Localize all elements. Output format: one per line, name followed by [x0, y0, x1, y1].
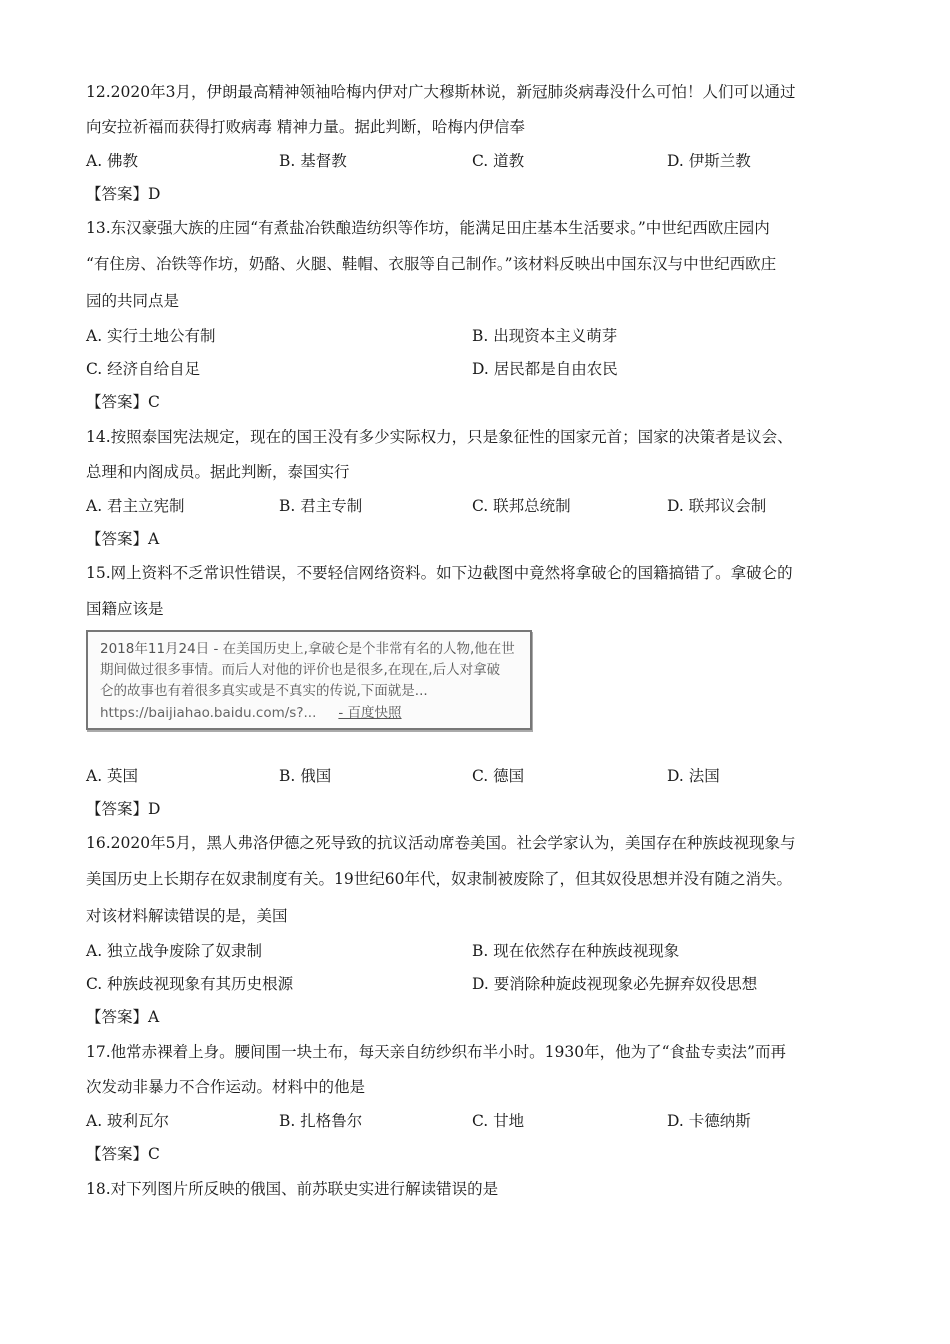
- q12-answer: 【答案】D: [86, 185, 161, 203]
- q15-stem-line2: 国籍应该是: [86, 600, 164, 618]
- q16-option-d: D. 要消除种旋歧视现象必先摒弃奴役思想: [472, 975, 758, 993]
- q13-option-c: C. 经济自给自足: [86, 360, 201, 378]
- q16-stem-line3: 对该材料解读错误的是，美国: [86, 907, 288, 925]
- q18-stem-line1: 18.对下列图片所反映的俄国、前苏联史实进行解读错误的是: [86, 1180, 499, 1198]
- q14-option-b: B. 君主专制: [279, 497, 363, 515]
- q17-answer: 【答案】C: [86, 1145, 160, 1163]
- screenshot-text-line1: 2018年11月24日 - 在美国历史上,拿破仑是个非常有名的人物,他在世: [100, 641, 515, 657]
- q16-option-b: B. 现在依然存在种族歧视现象: [472, 942, 680, 960]
- q13-stem-line3: 园的共同点是: [86, 292, 180, 310]
- q17-option-b: B. 扎格鲁尔: [279, 1112, 363, 1130]
- screenshot-url-row: [100, 704, 402, 722]
- q13-option-b: B. 出现资本主义萌芽: [472, 327, 618, 345]
- screenshot-text-line3: 仑的故事也有着很多真实或是不真实的传说,下面就是...: [100, 683, 428, 699]
- q13-answer: 【答案】C: [86, 393, 160, 411]
- q14-option-a: A. 君主立宪制: [86, 497, 185, 515]
- q17-stem-line1: 17.他常赤裸着上身。腰间围一块土布，每天亲自纺纱织布半小时。1930年，他为了“食盐专卖法”而再: [86, 1043, 786, 1061]
- q16-answer: 【答案】A: [86, 1008, 160, 1026]
- q12-option-b: B. 基督教: [279, 152, 347, 170]
- q12-stem-line1: 12.2020年3月，伊朗最高精神领袖哈梅内伊对广大穆斯林说，新冠肺炎病毒没什么可怕！人们可以通过: [86, 83, 796, 101]
- q15-stem-line1: 15.网上资料不乏常识性错误，不要轻信网络资料。如下边截图中竟然将拿破仑的国籍搞错了。拿破仑的: [86, 564, 793, 582]
- screenshot-url: https://baijiahao.baidu.com/s?...: [100, 705, 317, 721]
- q13-option-d: D. 居民都是自由农民: [472, 360, 618, 378]
- screenshot-text-line2: 期间做过很多事情。而后人对他的评价也是很多,在现在,后人对拿破: [100, 662, 501, 678]
- q16-stem-line1: 16.2020年5月，黑人弗洛伊德之死导致的抗议活动席卷美国。社会学家认为，美国存在种族歧视现象与: [86, 834, 796, 852]
- search-result-screenshot: [86, 630, 532, 730]
- q14-option-c: C. 联邦总统制: [472, 497, 571, 515]
- q14-stem-line1: 14.按照泰国宪法规定，现在的国王没有多少实际权力，只是象征性的国家元首；国家的决策者是议会、: [86, 428, 793, 446]
- q14-option-d: D. 联邦议会制: [667, 497, 767, 515]
- q17-option-a: A. 玻利瓦尔: [86, 1112, 170, 1130]
- q15-answer: 【答案】D: [86, 800, 161, 818]
- baidu-snapshot-link: - 百度快照: [338, 705, 402, 721]
- q15-option-a: A. 英国: [86, 767, 139, 785]
- q14-answer: 【答案】A: [86, 530, 160, 548]
- q17-option-d: D. 卡德纳斯: [667, 1112, 751, 1130]
- q16-stem-line2: 美国历史上长期存在奴隶制度有关。19世纪60年代，奴隶制被废除了，但其奴役思想并没有随之消失。: [86, 870, 792, 888]
- q12-stem-line2: 向安拉祈福而获得打败病毒 精神力量。据此判断，哈梅内伊信奉: [86, 118, 525, 136]
- q15-option-c: C. 德国: [472, 767, 525, 785]
- q15-option-b: B. 俄国: [279, 767, 332, 785]
- q13-stem-line2: “有住房、冶铁等作坊，奶酪、火腿、鞋帽、衣服等自己制作。”该材料反映出中国东汉与中世纪西欧庄: [86, 255, 777, 273]
- q12-option-a: A. 佛教: [86, 152, 139, 170]
- q15-option-d: D. 法国: [667, 767, 720, 785]
- q13-option-a: A. 实行土地公有制: [86, 327, 216, 345]
- q13-stem-line1: 13.东汉豪强大族的庄园“有煮盐冶铁酿造纺织等作坊，能满足田庄基本生活要求。”中世纪西欧庄园内: [86, 219, 770, 237]
- q16-option-a: A. 独立战争废除了奴隶制: [86, 942, 263, 960]
- q12-option-d: D. 伊斯兰教: [667, 152, 751, 170]
- q16-option-c: C. 种族歧视现象有其历史根源: [86, 975, 294, 993]
- q12-option-c: C. 道教: [472, 152, 525, 170]
- q14-stem-line2: 总理和内阁成员。据此判断，泰国实行: [86, 463, 350, 481]
- q17-stem-line2: 次发动非暴力不合作运动。材料中的他是: [86, 1078, 366, 1096]
- q17-option-c: C. 甘地: [472, 1112, 525, 1130]
